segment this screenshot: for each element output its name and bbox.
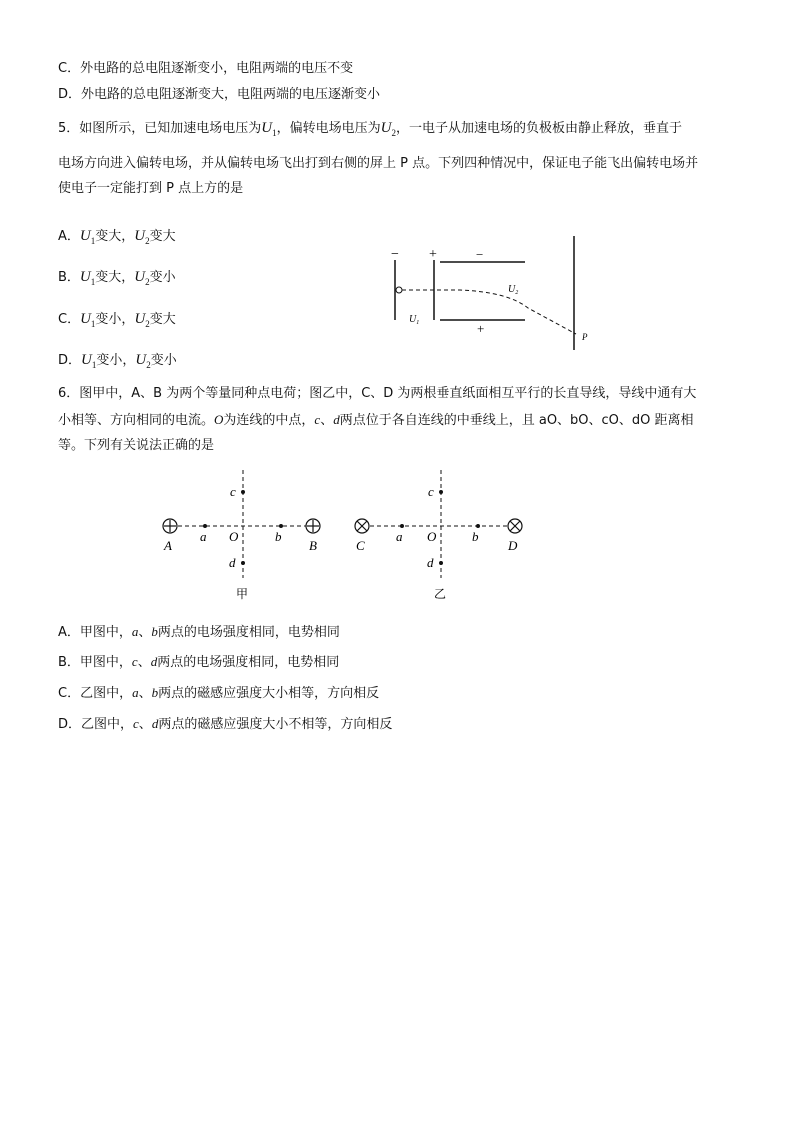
jia-point-a <box>203 524 207 528</box>
yi-label-D: D <box>508 538 518 553</box>
accel-minus-sign: − <box>391 247 399 262</box>
charge-a-plus-icon <box>163 519 177 533</box>
deflect-plus-sign: + <box>477 321 485 336</box>
yi-label-C: C <box>356 538 365 553</box>
jia-label-A: A <box>164 538 172 553</box>
jia-point-b <box>279 524 283 528</box>
q4-option-d: D．外电路的总电阻逐渐变大，电阻两端的电压逐渐变小 <box>58 87 381 102</box>
wire-d-into-page-icon <box>508 519 522 533</box>
yi-point-a <box>400 524 404 528</box>
q5-stem-line2: 电场方向进入偏转电场，并从偏转电场飞出打到右侧的屏上 P 点。下列四种情况中，保证电子能飞出偏转电场并 <box>58 156 699 171</box>
yi-label-a: a <box>396 529 403 544</box>
q5-stem-text: 5．如图所示，已知加速电场电压为 <box>58 121 262 136</box>
accel-plus-sign: + <box>429 247 437 262</box>
yi-label-c: c <box>428 484 434 499</box>
q5-stem-text: ，偏转电场电压为 <box>276 121 381 136</box>
wire-c-into-page-icon <box>355 519 369 533</box>
u2-symbol: $U_2$ <box>380 120 396 138</box>
jia-point-d <box>241 561 245 565</box>
point-p-label: P <box>582 332 588 342</box>
jia-label-B: B <box>309 538 317 553</box>
q6-option-a: A．甲图中，a、b两点的电场强度相同，电势相同 <box>58 624 340 640</box>
q6-option-c: C．乙图中，a、b两点的磁感应强度大小相等，方向相反 <box>58 685 380 701</box>
q5-stem-line3: 使电子一定能打到 P 点上方的是 <box>58 181 244 196</box>
q5-option-c: C．$U_1$变小，$U_2$变大 <box>58 311 176 329</box>
yi-label-O: O <box>427 529 437 544</box>
electron <box>396 287 402 293</box>
yi-label-b: b <box>472 529 479 544</box>
figure-jia <box>163 470 320 601</box>
u2-label: $U_2$ <box>508 284 519 296</box>
jia-label-O: O <box>229 529 239 544</box>
electron-trajectory <box>402 290 576 334</box>
q6-option-d: D．乙图中，c、d两点的磁感应强度大小不相等，方向相反 <box>58 716 393 732</box>
q4-option-c: C．外电路的总电阻逐渐变小，电阻两端的电压不变 <box>58 61 354 76</box>
q6-option-b: B．甲图中，c、d两点的电场强度相同，电势相同 <box>58 654 340 670</box>
q6-stem-line1: 6．图甲中，A、B 为两个等量同种点电荷；图乙中，C、D 为两根垂直纸面相互平行的长直导线，导线中通有大 <box>58 386 697 401</box>
u1-label: $U_1$ <box>409 314 420 326</box>
q6-stem-line3: 等。下列有关说法正确的是 <box>58 438 215 453</box>
jia-caption: 甲 <box>236 587 249 601</box>
q5-option-a: A．$U_1$变大，$U_2$变大 <box>58 228 176 246</box>
jia-point-c <box>241 490 245 494</box>
q5-stem-line1 <box>58 119 682 142</box>
deflect-minus-sign: − <box>476 247 484 262</box>
jia-label-b: b <box>275 529 282 544</box>
jia-label-a: a <box>200 529 207 544</box>
figure-yi <box>355 470 522 601</box>
q5-figure <box>380 232 600 357</box>
jia-label-d: d <box>229 555 236 570</box>
q6-figure <box>150 468 540 604</box>
u1-symbol: $U_1$ <box>261 120 277 138</box>
yi-label-d: d <box>427 555 434 570</box>
yi-point-b <box>476 524 480 528</box>
charge-b-plus-icon <box>306 519 320 533</box>
yi-point-c <box>439 490 443 494</box>
q5-option-b: B．$U_1$变大，$U_2$变小 <box>58 269 176 287</box>
q5-stem-text: ，一电子从加速电场的负极板由静止释放，垂直于 <box>395 121 682 136</box>
yi-caption: 乙 <box>434 587 447 601</box>
jia-label-c: c <box>230 484 236 499</box>
q5-option-d: D．$U_1$变小，$U_2$变小 <box>58 352 177 370</box>
q6-stem-line2: 小相等、方向相同的电流。O为连线的中点，c、d两点位于各自连线的中垂线上，且 aO、bO、cO、dO 距离相 <box>58 412 694 428</box>
yi-point-d <box>439 561 443 565</box>
